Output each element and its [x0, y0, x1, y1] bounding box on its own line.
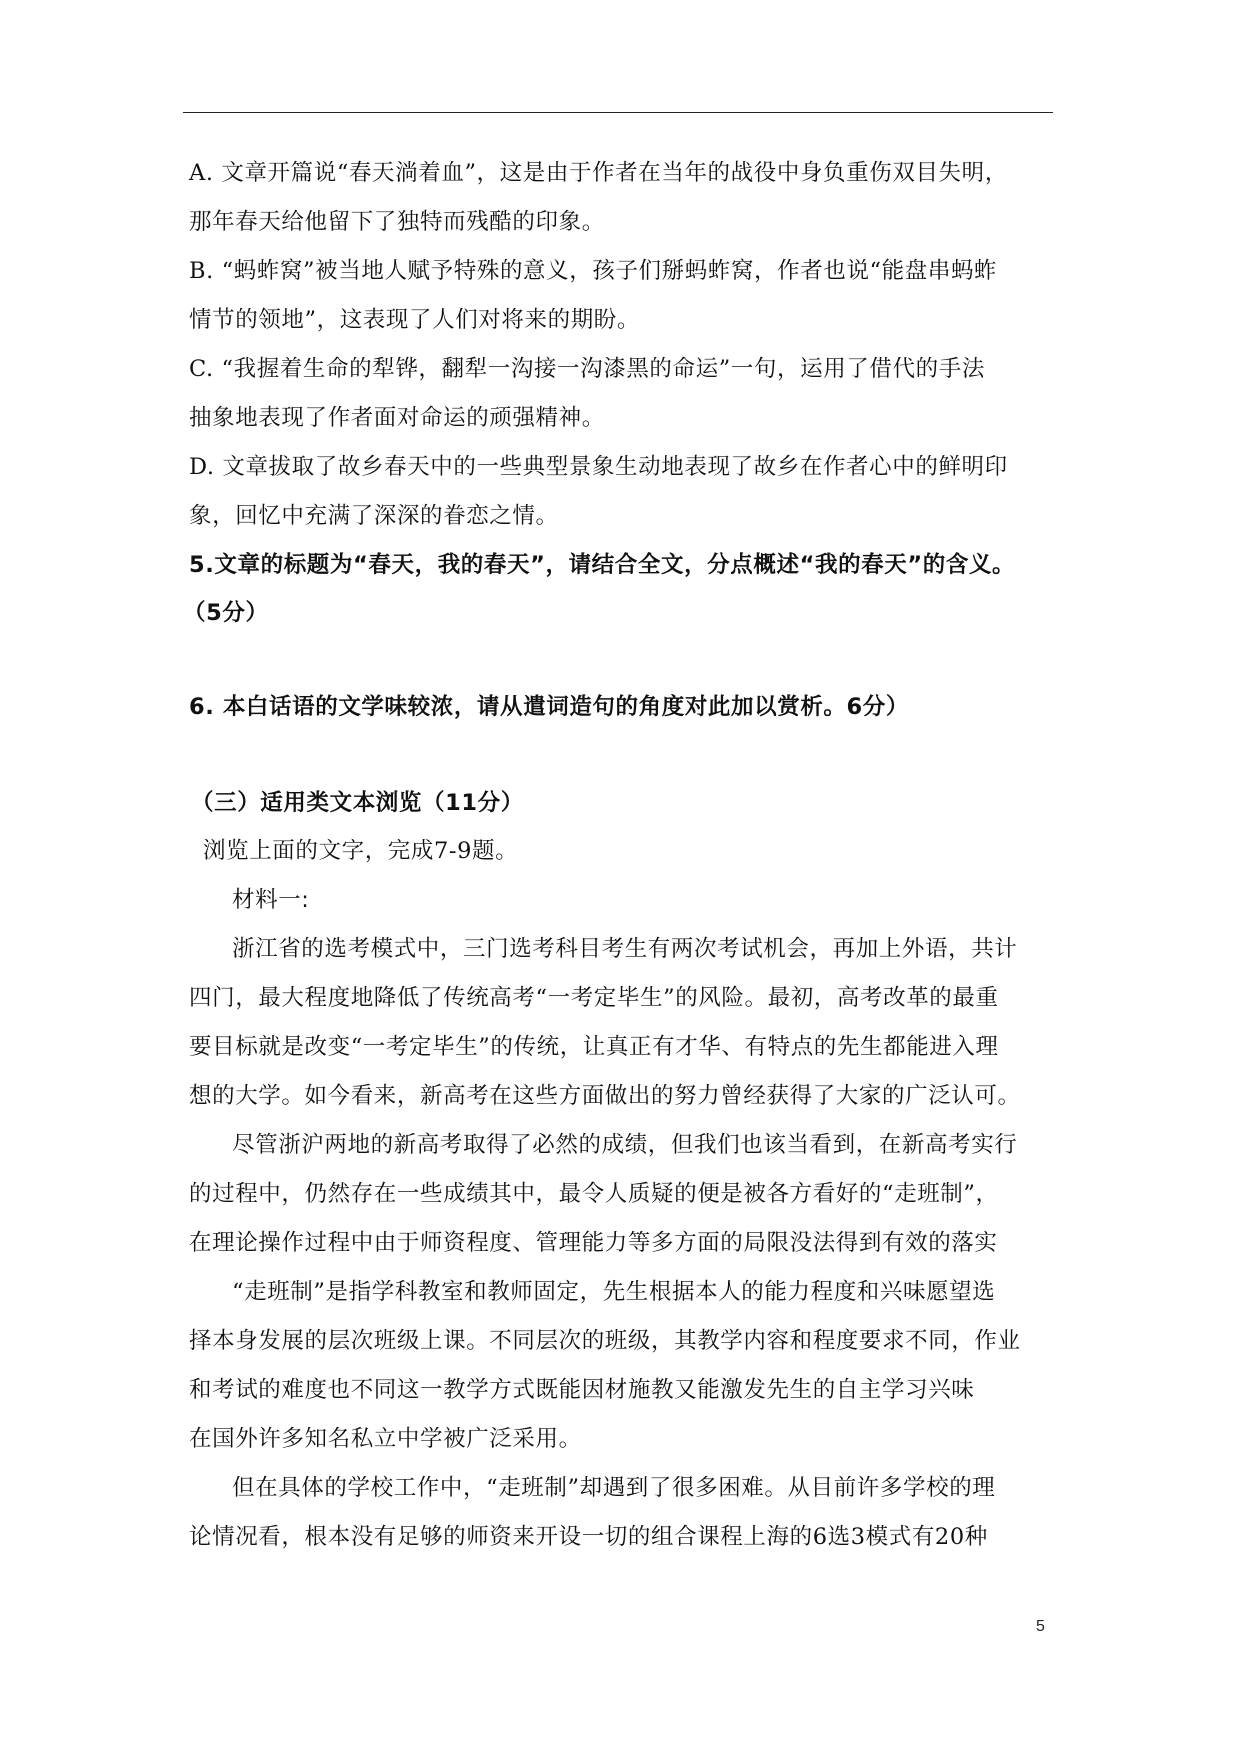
material-1-p4-line-1: 但在具体的学校工作中，“走班制”却遇到了很多困难。从目前许多学校的理: [232, 1475, 996, 1501]
section-3-instruction: 浏览上面的文字，完成7-9题。: [203, 838, 519, 864]
material-1-p1-line-2: 四门，最大程度地降低了传统高考“一考定毕生”的风险。最初，高考改革的最重: [189, 985, 999, 1011]
option-a-line-1: A. 文章开篇说“春天淌着血”，这是由于作者在当年的战役中身负重伤双目失明，: [189, 160, 1008, 186]
material-1-p2-line-1: 尽管浙沪两地的新高考取得了必然的成绩，但我们也该当看到，在新高考实行: [232, 1132, 1018, 1158]
option-c-line-2: 抽象地表现了作者面对命运的顽强精神。: [189, 405, 605, 431]
material-1-p1-line-3: 要目标就是改变“一考定毕生”的传统，让真正有才华、有特点的先生都能进入理: [189, 1034, 999, 1060]
question-5-line-2: （5分）: [183, 600, 269, 626]
question-6: 6. 本白话语的文学味较浓，请从遣词造句的角度对此加以赏析。6分）: [189, 694, 909, 720]
option-b-line-2: 情节的领地”，这表现了人们对将来的期盼。: [189, 307, 641, 333]
material-1-p4-line-2: 论情况看，根本没有足够的师资来开设一切的组合课程上海的6选3模式有20种: [189, 1524, 988, 1550]
material-1-p1-line-4: 想的大学。如今看来，新高考在这些方面做出的努力曾经获得了大家的广泛认可。: [189, 1083, 1021, 1109]
option-c-line-1: C. “我握着生命的犁铧，翻犁一沟接一沟漆黑的命运”一句，运用了借代的手法: [189, 356, 985, 382]
material-1-label: 材料一:: [232, 887, 310, 913]
option-b-line-1: B. “蚂蚱窝”被当地人赋予特殊的意义，孩子们掰蚂蚱窝，作者也说“能盘串蚂蚱: [189, 258, 998, 284]
material-1-p1-line-1: 浙江省的选考模式中，三门选考科目考生有两次考试机会，再加上外语，共计: [232, 936, 1018, 962]
material-1-p3-line-3: 和考试的难度也不同这一教学方式既能因材施教又能激发先生的自主学习兴味: [189, 1377, 975, 1403]
header-rule: [183, 112, 1053, 113]
option-a-line-2: 那年春天给他留下了独特而残酷的印象。: [189, 209, 605, 235]
question-5-line-1: 5.文章的标题为“春天，我的春天”，请结合全文，分点概述“我的春天”的含义。: [189, 552, 1016, 578]
material-1-p3-line-1: “走班制”是指学科教室和教师固定，先生根据本人的能力程度和兴味愿望选: [232, 1279, 996, 1305]
material-1-p3-line-2: 择本身发展的层次班级上课。不同层次的班级，其教学内容和程度要求不同，作业: [189, 1328, 1021, 1354]
material-1-p3-line-4: 在国外许多知名私立中学被广泛采用。: [189, 1426, 582, 1452]
material-1-p2-line-3: 在理论操作过程中由于师资程度、管理能力等多方面的局限没法得到有效的落实: [189, 1230, 998, 1256]
material-1-p2-line-2: 的过程中，仍然存在一些成绩其中，最令人质疑的便是被各方看好的“走班制”，: [189, 1181, 999, 1207]
page-number: 5: [1036, 1618, 1045, 1635]
option-d-line-2: 象，回忆中充满了深深的眷恋之情。: [189, 503, 559, 529]
option-d-line-1: D. 文章拔取了故乡春天中的一些典型景象生动地表现了故乡在作者心中的鲜明印: [189, 454, 1008, 480]
section-3-heading: （三）适用类文本浏览（11分）: [191, 790, 524, 816]
